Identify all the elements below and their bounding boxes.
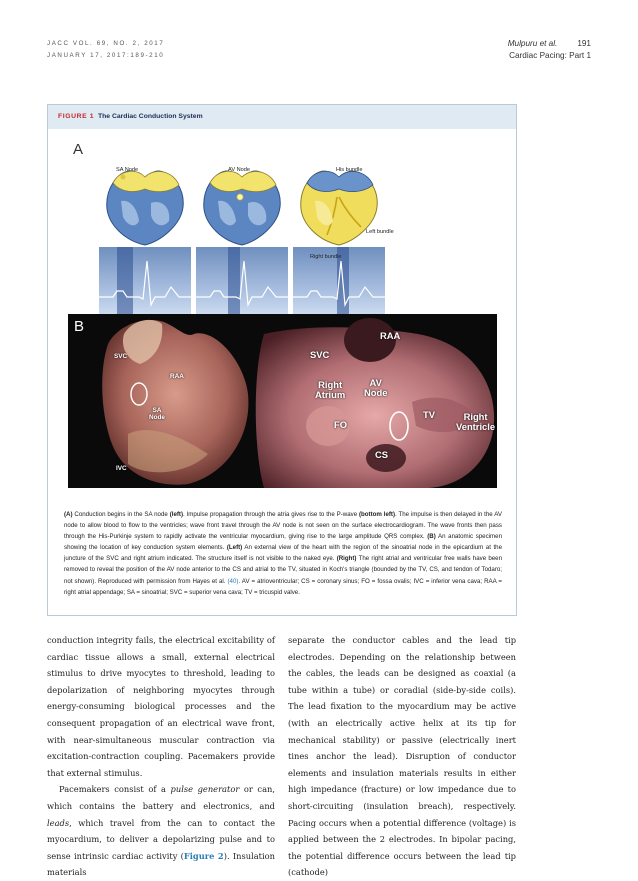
label-left-ivc: IVC (116, 465, 127, 472)
caption-b-text-1: An anatomic specimen showing the location of key conduction system elements. (64, 533, 502, 552)
label-left-raa: RAA (170, 373, 184, 380)
body-paragraph-2 (47, 781, 275, 881)
article-header-right (508, 38, 591, 62)
caption-a-text-2: . Impulse propagation through the atria gives rise to the P-wave (183, 511, 360, 518)
heart-av-node (196, 163, 288, 321)
figure-header (48, 105, 516, 129)
journal-citation (47, 38, 164, 62)
label-right-av-node: AV Node (364, 377, 388, 398)
figure-label: FIGURE 1 (58, 113, 95, 120)
panel-a-letter: A (73, 141, 84, 158)
ecg-trace-pr-segment (196, 247, 288, 319)
panel-a-conduction-illustration (68, 141, 394, 317)
running-head (47, 38, 591, 62)
p2-term-pulse-generator: pulse generator (170, 784, 240, 795)
caption-a-text-3: . The impulse is then delayed in the AV node to allow blood to flow to the ventricles; wave front travel through the AV node is not seen on the surface electrocardiogram. The wave fronts then pass through the His-Purkinje system to rapidly activate the ventricular myocardium, giving rise to the large amplitude QRS complex. (64, 511, 502, 541)
label-left-sa-node: SA Node (149, 407, 165, 421)
p2-text-d: ). Insulation materials (47, 850, 275, 878)
label-right-bundle: Right bundle (310, 254, 342, 260)
label-his-bundle: His bundle (336, 167, 363, 173)
short-title: Cardiac Pacing: Part 1 (509, 51, 591, 60)
label-right-svc: SVC (310, 349, 330, 360)
caption-b-text-3: The right atrial and ventricular free walls have been removed to reveal the position of the AV node anterior to the CS and atrial to the TV, situated in Koch's triangle (bounded by the TV, CS, and tendon of Todaro; not shown). Reproduced with permission from Hayes et al. (64, 555, 502, 585)
label-sa-node: SA Node (116, 167, 139, 173)
label-left-bundle: Left bundle (366, 229, 394, 235)
label-av-node: AV Node (228, 167, 250, 173)
caption-reference-link[interactable]: (40) (227, 577, 239, 585)
author-name: Mulpuru et al. (507, 39, 558, 48)
label-right-raa: RAA (380, 330, 401, 341)
figure-caption (64, 509, 502, 598)
heart-sa-node (99, 163, 191, 321)
label-right-cs: CS (375, 449, 389, 460)
page-number: 191 (577, 39, 591, 48)
heart-illustration-2 (196, 163, 288, 247)
caption-b-text-2: An external view of the heart with the region of the sinoatrial node in the epicardium at the juncture of the SVC and right atrium indicated. The structure itself is not visible to the naked eye. (64, 544, 502, 563)
body-column-left (47, 632, 275, 881)
label-right-ventricle: Right Ventricle (456, 411, 496, 432)
label-right-atrium: Right Atrium (315, 379, 346, 400)
label-right-fo: FO (334, 419, 348, 430)
panel-b-letter: B (74, 318, 85, 335)
label-left-svc: SVC (114, 353, 128, 360)
p2-text-c: , which travel from the can to contact the myocardium, to deliver a depolarizing pulse and to sense intrinsic cardiac activity ( (47, 817, 275, 861)
panel-b-anatomic-specimen (68, 314, 497, 488)
p2-term-leads: leads (47, 817, 70, 828)
caption-a-tag: (A) (64, 511, 73, 518)
ecg-trace-p-wave (99, 247, 191, 319)
label-right-tv: TV (423, 409, 435, 420)
caption-a-bottom-left: (bottom left) (359, 511, 395, 518)
caption-b-text-4: . AV = atrioventricular; CS = coronary sinus; FO = fossa ovalis; IVC = inferior vena cava; RAA = right atrial appendage; SA = sinoatrial; SVC = superior vena cava; TV = tricuspid valve. (64, 577, 502, 596)
journal-volume: JACC VOL. 69, NO. 2, 2017 (47, 40, 165, 47)
caption-b-left: (Left) (226, 544, 243, 552)
body-column-right (288, 632, 516, 881)
figure-title: The Cardiac Conduction System (98, 113, 203, 120)
specimen-photo-illustration (68, 314, 497, 488)
caption-b-tag: (B) (427, 533, 436, 541)
journal-date-pages: JANUARY 17, 2017:189-210 (47, 52, 165, 59)
p2-text-a: Pacemakers consist of a (59, 784, 171, 795)
p2-text-b: or can, which contains the battery and electronics, and (47, 784, 276, 811)
heart-his-bundle (293, 163, 385, 321)
caption-b-right: (Right) (336, 555, 357, 563)
body-paragraph-1: conduction integrity fails, the electrical excitability of cardiac tissue allows a small, external electrical stimulus to drive myocytes to threshold, leading to depolarization of neighboring myocytes through energy-consuming biological processes and the consequent propagation of an electrical wave front, with near-simultaneous muscular contraction via excitation-contraction coupling. Pacemakers provide that external stimulus. (47, 635, 275, 778)
caption-a-left: (left) (169, 511, 183, 518)
caption-a-text-1: Conduction begins in the SA node (72, 511, 170, 518)
figure-2-link[interactable]: Figure 2 (183, 850, 224, 861)
figure-1 (47, 104, 517, 616)
heart-illustration-1 (99, 163, 191, 247)
body-paragraph-3: separate the conductor cables and the lead tip electrodes. Depending on the relationship between the cables, the leads can be designed as coaxial (a tube within a tube) or coradial (side-by-side coils). The lead fixation to the myocardium may be active (with an electrically active helix at its tip for mechanical stability) or passive (electrically inert tines anchor the lead). Disruption of conductor elements and insulation materials results in either high impedance (fracture) or low impedance due to short-circuiting (insulation breach), respectively. Pacing occurs when a potential difference (voltage) is applied between the 2 electrodes. In bipolar pacing, the potential difference occurs between the lead tip (cathode) (288, 635, 516, 878)
